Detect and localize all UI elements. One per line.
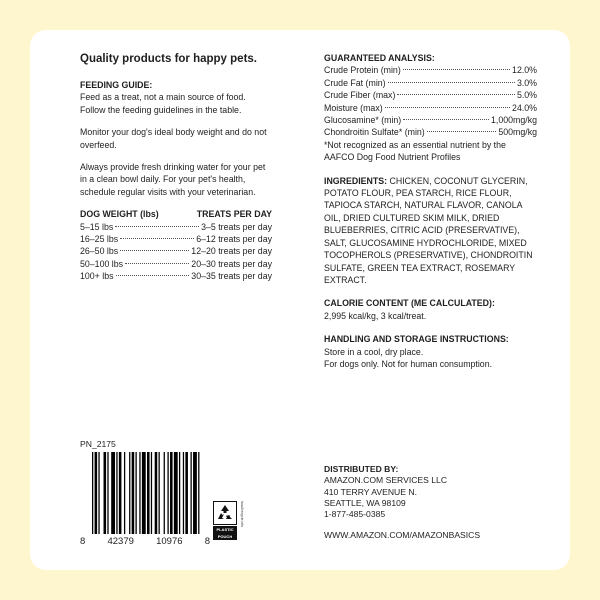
recycle-icon (213, 501, 237, 525)
nutrient-value: 3.0% (516, 77, 537, 88)
leader-dots (120, 238, 194, 239)
barcode-bar (104, 452, 107, 534)
nutrient-value: 500mg/kg (498, 127, 537, 138)
barcode-bar (159, 452, 160, 534)
nutrient-name: Glucosamine* (min) (324, 115, 402, 126)
distributor-line: SEATTLE, WA 98109 (324, 497, 406, 508)
barcode (80, 452, 210, 548)
barcode-bar (179, 452, 180, 534)
barcode-bar (119, 452, 122, 534)
analysis-title: GUARANTEED ANALYSIS: (324, 53, 435, 63)
distributor-line: 1-877-485-0385 (324, 509, 386, 520)
leader-dots (115, 226, 199, 227)
treats-column-header: TREATS PER DAY (196, 209, 272, 220)
barcode-bar (185, 452, 188, 534)
leader-dots (403, 69, 510, 70)
treats-cell: 20–30 treats per day (191, 258, 272, 269)
recycle-material-line: POUCH (217, 534, 233, 539)
leader-dots (403, 119, 489, 120)
ingredients-title: INGREDIENTS: (324, 175, 388, 186)
right-column (324, 52, 537, 370)
feeding-guide-title: FEEDING GUIDE: (80, 80, 153, 90)
barcode-digit-group: 42379 (107, 536, 134, 547)
weight-cell: 100+ lbs (80, 271, 114, 282)
handling-title: HANDLING AND STORAGE INSTRUCTIONS: (324, 334, 509, 345)
nutrient-name: Crude Fiber (max) (324, 90, 396, 101)
nutrient-value: 1,000mg/kg (491, 115, 537, 126)
feeding-table-row (80, 221, 272, 233)
feeding-guide-paragraph: Monitor your dog's ideal body weight and do not overfeed. (80, 127, 267, 150)
analysis-footnote: *Not recognized as an essential nutrient by the AAFCO Dog Food Nutrient Profiles (324, 139, 506, 163)
nutrient-value: 12.0% (512, 65, 537, 76)
treats-cell: 12–20 treats per day (191, 246, 272, 257)
barcode-digit-group: 8 (80, 536, 86, 547)
barcode-digits (80, 536, 210, 547)
weight-cell: 5–15 lbs (80, 221, 114, 232)
distributor-line: 410 TERRY AVENUE N. (324, 486, 417, 497)
analysis-row (324, 114, 537, 126)
barcode-bar (147, 452, 150, 534)
barcode-bar (190, 452, 191, 534)
treats-cell: 30–35 treats per day (191, 271, 272, 282)
leader-dots (388, 82, 515, 83)
leader-dots (116, 275, 190, 276)
barcode-bar (107, 452, 108, 534)
barcode-bar (183, 452, 184, 534)
analysis-row (324, 64, 537, 76)
nutrient-value: 5.0% (516, 90, 537, 101)
nutrient-name: Chondroitin Sulfate* (min) (324, 127, 425, 138)
leader-dots (427, 131, 497, 132)
feeding-table-row (80, 233, 272, 245)
treats-cell: 3–5 treats per day (201, 221, 272, 232)
feeding-table-header (80, 208, 272, 220)
feeding-table-row (80, 270, 272, 282)
distributor (324, 464, 537, 520)
nutrient-name: Moisture (max) (324, 102, 383, 113)
barcode-bar (155, 452, 158, 534)
barcode-bar (174, 452, 178, 534)
feeding-table-row (80, 245, 272, 257)
leader-dots (397, 94, 515, 95)
nutrient-name: Crude Fat (min) (324, 77, 386, 88)
barcode-digit-group: 10976 (156, 536, 183, 547)
barcode-bar (111, 452, 115, 534)
weight-cell: 16–25 lbs (80, 234, 119, 245)
website-link[interactable]: WWW.AMAZON.COM/AMAZONBASICS (324, 530, 481, 540)
analysis-row (324, 126, 537, 138)
analysis-row (324, 77, 537, 89)
barcode-bar (135, 452, 136, 534)
headline: Quality products for happy pets. (80, 53, 257, 65)
distributor-title: DISTRIBUTED BY: (324, 464, 399, 474)
leader-dots (385, 107, 510, 108)
left-column (80, 52, 272, 283)
analysis-row (324, 102, 537, 114)
recycle-material-line: PLASTIC (216, 527, 234, 532)
barcode-bar (129, 452, 130, 534)
barcode-bar (92, 452, 93, 534)
ingredients-section (324, 175, 537, 287)
feeding-guide-paragraph: Feed as a treat, not a main source of food. Follow the feeding guidelines in the table. (80, 92, 246, 115)
barcode-bar (132, 452, 135, 534)
barcode-bars (92, 452, 202, 534)
weight-column-header: DOG WEIGHT (lbs) (80, 209, 159, 220)
feeding-guide-paragraph: Always provide fresh drinking water for your pet in a clean bowl daily. For your pet's health, schedule regular visits with your veterinarian. (80, 162, 266, 197)
nutrient-name: Crude Protein (min) (324, 65, 401, 76)
recycle-material-label (213, 526, 237, 540)
recycle-side-text: how2recycle.info (240, 501, 244, 528)
calorie-section (324, 297, 537, 322)
barcode-bar (98, 452, 99, 534)
label-panel (30, 30, 570, 570)
recycle-label (213, 501, 244, 545)
handling-line: For dogs only. Not for human consumption. (324, 358, 493, 369)
calorie-title: CALORIE CONTENT (ME CALCULATED): (324, 298, 495, 309)
barcode-bar (151, 452, 152, 534)
calorie-text: 2,995 kcal/kg, 3 kcal/treat. (324, 310, 427, 321)
treats-cell: 6–12 treats per day (196, 234, 272, 245)
weight-cell: 50–100 lbs (80, 258, 124, 269)
ingredients-text: CHICKEN, COCONUT GLYCERIN, POTATO FLOUR, PEA STARCH, RICE FLOUR, TAPIOCA STARCH, NATURAL FLAVOR, CANOLA OIL, DRIED CULTURED SKIM MILK, DRIED BLUEBERRIES, CITRIC ACID (PRESERVATIVE), SALT, GLUCOSAMINE HYDROCHLORIDE, MIXED TOCOPHEROLS (PRESERVATIVE), CHONDROITIN SULFATE, GREEN TEA EXTRACT, ROSEMARY EXTRACT. (324, 175, 533, 285)
feeding-table-row (80, 258, 272, 270)
barcode-bar (164, 452, 165, 534)
barcode-bar (139, 452, 140, 534)
nutrient-value: 24.0% (512, 102, 537, 113)
barcode-bar (95, 452, 98, 534)
weight-cell: 26–50 lbs (80, 246, 119, 257)
leader-dots (120, 250, 189, 251)
barcode-bar (142, 452, 146, 534)
barcode-bar (116, 452, 117, 534)
handling-line: Store in a cool, dry place. (324, 346, 424, 357)
barcode-bar (124, 452, 125, 534)
barcode-bar (167, 452, 168, 534)
handling-section (324, 333, 537, 370)
barcode-bar (198, 452, 199, 534)
part-number: PN_2175 (80, 439, 116, 449)
distributor-line: AMAZON.COM SERVICES LLC (324, 475, 448, 486)
barcode-bar (170, 452, 173, 534)
barcode-bar (193, 452, 197, 534)
barcode-digit-group: 8 (204, 536, 210, 547)
analysis-row (324, 89, 537, 101)
leader-dots (125, 263, 189, 264)
